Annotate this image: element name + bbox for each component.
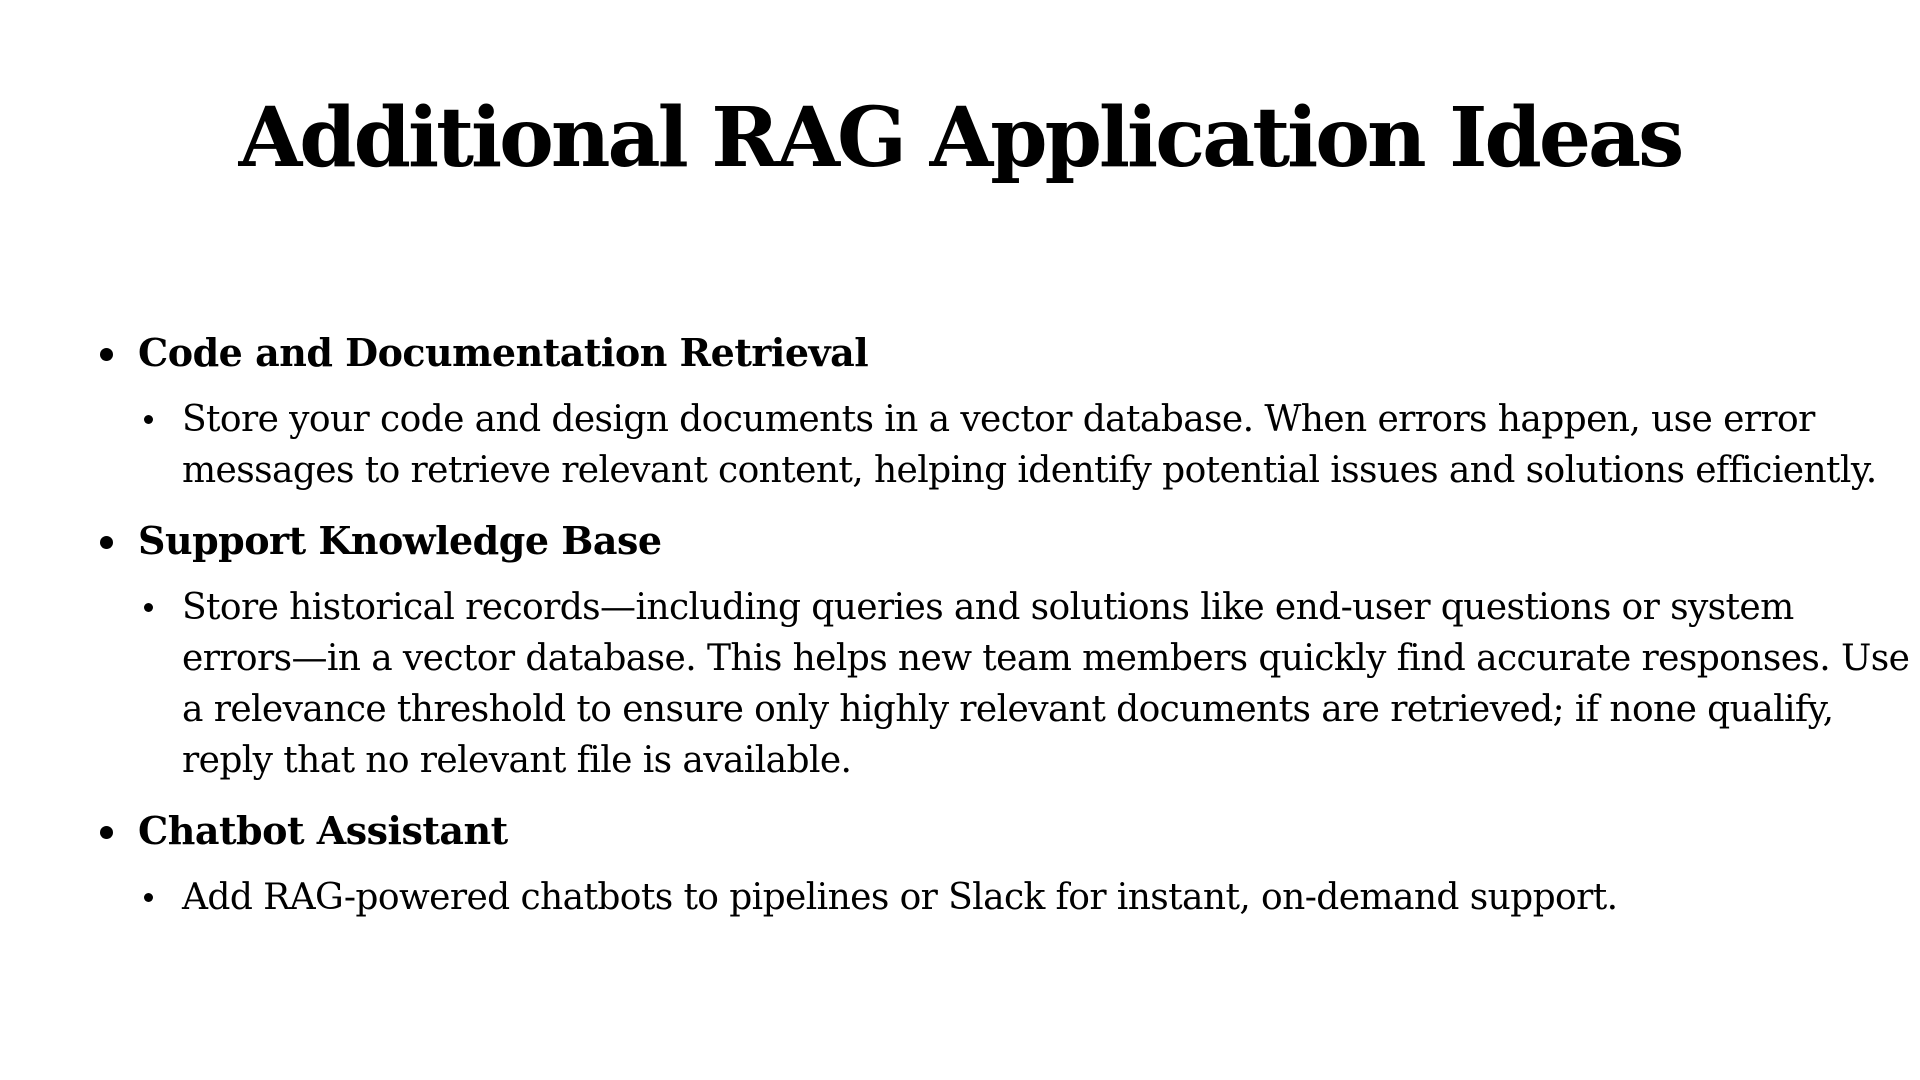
sub-bullet-icon bbox=[144, 415, 153, 424]
section-chatbot-assistant bbox=[98, 804, 1858, 923]
bullet-icon bbox=[100, 348, 113, 361]
section-support-knowledge-base bbox=[98, 514, 1910, 786]
section-heading-text: Code and Documentation Retrieval bbox=[138, 330, 869, 375]
section-code-documentation-retrieval bbox=[98, 326, 1877, 496]
sub-bullet-icon bbox=[144, 893, 153, 902]
section-heading bbox=[98, 514, 1858, 568]
section-heading bbox=[98, 804, 1858, 858]
section-detail bbox=[182, 872, 1912, 923]
section-detail bbox=[182, 394, 1912, 496]
bullet-icon bbox=[100, 826, 113, 839]
section-heading-text: Support Knowledge Base bbox=[138, 518, 662, 563]
bullet-list bbox=[98, 326, 1910, 941]
section-detail bbox=[182, 582, 1912, 786]
bullet-icon bbox=[100, 536, 113, 549]
section-heading-text: Chatbot Assistant bbox=[138, 808, 508, 853]
section-heading bbox=[98, 326, 1858, 380]
section-detail-text: Store historical records—including queries and solutions like end-user questions or system errors—in a vector database. This helps new team members quickly find accurate responses. Use a relevance threshold to ensure only highly relevant documents are retrieved; if none qualify, reply that no relevant file is available. bbox=[182, 587, 1910, 781]
slide-title: Additional RAG Application Ideas bbox=[238, 90, 1682, 186]
sub-bullet-icon bbox=[144, 603, 153, 612]
section-detail-text: Add RAG-powered chatbots to pipelines or Slack for instant, on-demand support. bbox=[182, 877, 1618, 918]
section-detail-text: Store your code and design documents in a vector database. When errors happen, use error messages to retrieve relevant content, helping identify potential issues and solutions efficiently. bbox=[182, 399, 1877, 491]
